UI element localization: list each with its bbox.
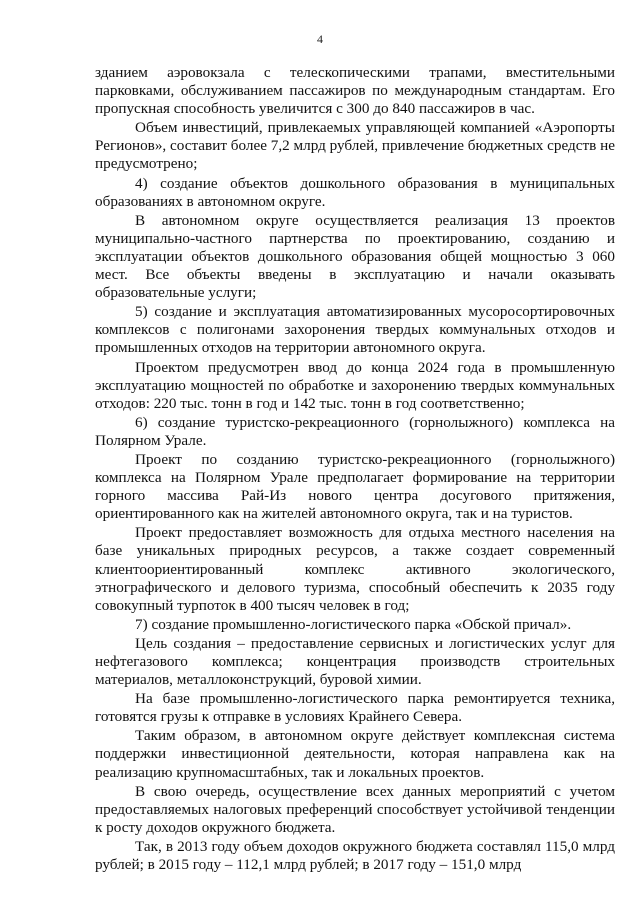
paragraph: Проект предоставляет возможность для отдыха местного населения на базе уникальных природных ресурсов, а также создает современный клиентоориентированный комплекс активного экологического, этнографического и делового туризма, способный обеспечить к 2035 году совокупный турпоток в 400 тысяч человек в год; [95,524,615,614]
paragraph: 7) создание промышленно-логистического парка «Обской причал». [135,615,572,633]
paragraph: Объем инвестиций, привлекаемых управляющей компанией «Аэропорты Регионов», составит более 7,2 млрд рублей, привлечение бюджетных средств не предусмотрено; [95,119,615,173]
paragraph: 4) создание объектов дошкольного образования в муниципальных образованиях в автономном округе. [95,174,615,210]
paragraph: зданием аэровокзала с телескопическими трапами, вместительными парковками, обслуживанием пассажиров по международным стандартам. Его пропускная способность увеличится с 300 до 840 пассажиров в час. [95,64,615,118]
paragraph: 5) создание и эксплуатация автоматизированных мусоросортировочных комплексов с полигонами захоронения твердых коммунальных отходов и промышленных отходов на территории автономного округа. [95,303,615,357]
paragraph: На базе промышленно-логистического парка ремонтируется техника, готовятся грузы к отправке в условиях Крайнего Севера. [95,690,615,726]
body-text [95,64,615,874]
paragraph: Проект по созданию туристско-рекреационного (горнолыжного) комплекса на Полярном Урале предполагает формирование на территории горного массива Рай-Из нового центра досугового притяжения, ориентированного как на жителей автономного округа, так и на туристов. [95,450,615,523]
paragraph: Таким образом, в автономном округе действует комплексная система поддержки инвестиционной деятельности, которая направлена как на реализацию крупномасштабных, так и локальных проектов. [95,727,615,781]
paragraph: В свою очередь, осуществление всех данных мероприятий с учетом предоставляемых налоговых преференций способствует устойчивой тенденции к росту доходов окружного бюджета. [95,782,615,836]
paragraph: Цель создания – предоставление сервисных и логистических услуг для нефтегазового комплекса; концентрация производств строительных материалов, металлоконструкций, буровой химии. [95,634,615,689]
paragraph: Проектом предусмотрен ввод до конца 2024 года в промышленную эксплуатацию мощностей по обработке и захоронению твердых коммунальных отходов: 220 тыс. тонн в год и 142 тыс. тонн в год соответственно; [95,358,615,412]
paragraph: Так, в 2013 году объем доходов окружного бюджета составлял 115,0 млрд рублей; в 2015 году – 112,1 млрд рублей; в 2017 году – 151,0 млрд [95,837,615,874]
page-number: 4 [317,32,323,46]
paragraph: В автономном округе осуществляется реализация 13 проектов муниципально-частного партнерства по проектированию, созданию и эксплуатации объектов дошкольного образования общей мощностью 3 060 мест. Все объекты введены в эксплуатацию и начали оказывать образовательные услуги; [95,211,615,302]
paragraph: 6) создание туристско-рекреационного (горнолыжного) комплекса на Полярном Урале. [95,413,615,449]
